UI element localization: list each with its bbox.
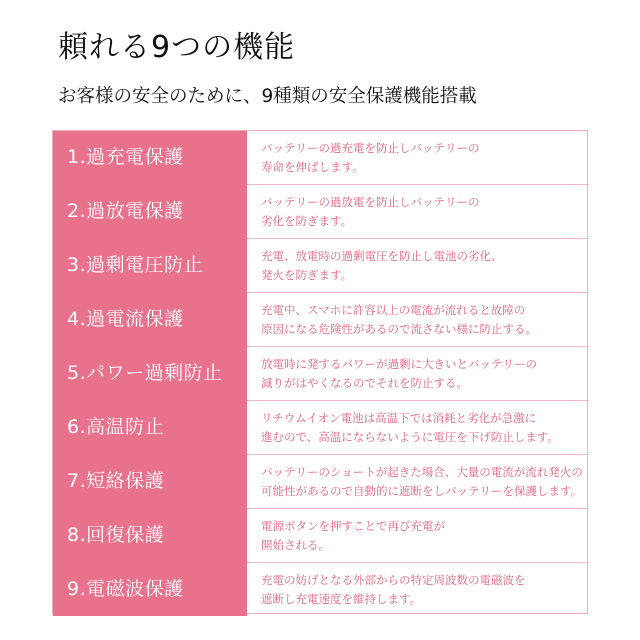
- feature-row-9: [53, 563, 587, 616]
- feature-description-text: バッテリーの過放電を防止しバッテリーの 劣化を防ぎます。: [261, 194, 480, 228]
- feature-row-7: [53, 455, 587, 508]
- feature-label: 3.過剰電圧防止: [53, 239, 247, 292]
- feature-description-text: 充電の妨げとなる外部からの特定周波数の電磁波を 遮断し充電速度を維持します。: [261, 572, 526, 606]
- feature-label: 4.過電流保護: [53, 293, 247, 346]
- feature-description-text: リチウムイオン電池は高温下では消耗と劣化が急激に 進むので、高温にならないように電圧を下げ防止します。: [261, 410, 559, 444]
- feature-row-3: [53, 239, 587, 292]
- feature-row-8: [53, 509, 587, 562]
- feature-description-text: 電源ボタンを押すことで再び充電が 開始される。: [261, 518, 445, 552]
- feature-description-text: バッテリーの過充電を防止しバッテリーの 寿命を伸ばします。: [261, 140, 480, 174]
- feature-label: 7.短絡保護: [53, 455, 247, 508]
- feature-label: 8.回復保護: [53, 509, 247, 562]
- feature-description-text: 放電時に発するパワーが過剰に大きいとバッテリーの 減りがはやくなるのでそれを防止する。: [261, 356, 537, 390]
- feature-description: [247, 401, 587, 454]
- feature-label: 1.過充電保護: [53, 131, 247, 184]
- feature-row-6: [53, 401, 587, 454]
- feature-description-text: 充電、放電時の過剰電圧を防止し電池の劣化、 発火を防ぎます。: [261, 248, 503, 282]
- feature-label: 9.電磁波保護: [53, 563, 247, 616]
- feature-description: [247, 509, 587, 562]
- feature-description: [247, 455, 587, 508]
- feature-description: [247, 239, 587, 292]
- feature-row-4: [53, 293, 587, 346]
- page-title: 頼れる9つの機能: [58, 30, 296, 65]
- page-subtitle: お客様の安全のために、9種類の安全保護機能搭載: [58, 86, 477, 107]
- feature-row-5: [53, 347, 587, 400]
- feature-label: 5.パワー過剰防止: [53, 347, 247, 400]
- feature-description-text: バッテリーのショートが起きた場合、大量の電流が流れ発火の 可能性があるので自動的に遮断をしバッテリーを保護します。: [261, 464, 583, 498]
- feature-table: [52, 130, 588, 614]
- feature-description: [247, 563, 587, 616]
- feature-label: 2.過放電保護: [53, 185, 247, 238]
- feature-description-text: 充電中、スマホに許容以上の電流が流れると故障の 原因になる危険性があるので流さない様に防止する。: [261, 302, 537, 336]
- feature-description: [247, 185, 587, 238]
- feature-label: 6.高温防止: [53, 401, 247, 454]
- feature-description: [247, 131, 587, 184]
- feature-row-1: [53, 131, 587, 184]
- feature-description: [247, 293, 587, 346]
- feature-description: [247, 347, 587, 400]
- feature-row-2: [53, 185, 587, 238]
